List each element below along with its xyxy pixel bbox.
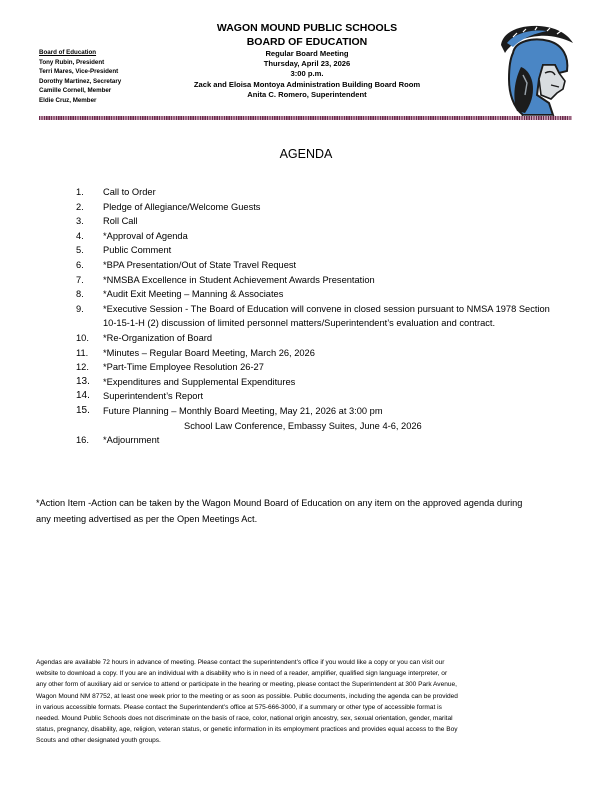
agenda-item-text: *Re-Organization of Board <box>103 332 213 343</box>
agenda-item-text: Call to Order <box>103 187 156 197</box>
board-title: BOARD OF EDUCATION <box>246 35 368 48</box>
school-name: WAGON MOUND PUBLIC SCHOOLS <box>216 22 398 34</box>
agenda-item-text-continued: School Law Conference, Embassy Suites, June 4-6, 2026 <box>184 420 422 431</box>
agenda-item <box>76 229 576 244</box>
agenda-item-text: *Minutes – Regular Board Meeting, March 26, 2026 <box>103 347 315 358</box>
agenda-item <box>76 404 576 433</box>
agenda-item-text: *Part-Time Employee Resolution 26-27 <box>103 362 264 373</box>
action-item-note <box>36 496 581 527</box>
board-member: Camille Cornell, Member <box>39 87 112 95</box>
agenda-item-number: 9. <box>76 303 84 314</box>
agenda-item <box>76 375 576 390</box>
footer-line: Scouts and other designated youth groups. <box>36 737 161 745</box>
footer-line: any other form of auxiliary aid or service to attend or participate in the hearing or meeting, please contact the Superintendent at 300 Park Avenue, <box>36 681 457 689</box>
agenda-item-number: 11. <box>76 347 89 358</box>
agenda-item-number: 13. <box>76 375 90 387</box>
agenda-item <box>76 302 576 331</box>
agenda-item-number: 2. <box>76 201 84 212</box>
agenda-item-number: 8. <box>76 289 84 300</box>
meeting-type: Regular Board Meeting <box>265 49 349 58</box>
agenda-item <box>76 389 576 404</box>
agenda-item-number: 15. <box>76 404 90 416</box>
agenda-item <box>76 200 576 215</box>
agenda-item-text: Public Comment <box>103 245 172 256</box>
board-members-block <box>39 48 121 106</box>
agenda-item-text: *Adjournment <box>103 435 160 446</box>
footer-line: needed. Mound Public Schools does not discriminate on the basis of race, color, national origin ancestry, sex, sexual orientation, gender, marital <box>36 715 453 723</box>
agenda-item <box>76 243 576 258</box>
superintendent-name: Anita C. Romero, Superintendent <box>247 89 367 99</box>
agenda-title: AGENDA <box>279 147 333 161</box>
action-note-line: *Action Item -Action can be taken by the Wagon Mound Board of Education on any item on the approved agenda during <box>36 498 523 508</box>
spartan-helmet-icon <box>493 23 579 119</box>
agenda-item-number: 6. <box>76 259 84 270</box>
footer-line: website to download a copy. If you are an individual with a disability who is in need of a reader, amplifier, qualified sign language interpreter, or <box>36 670 448 678</box>
agenda-item <box>76 331 576 346</box>
agenda-item-number: 10. <box>76 332 89 343</box>
agenda-item <box>76 433 576 448</box>
agenda-item <box>76 287 576 302</box>
board-member: Eldie Cruz, Member <box>39 96 97 104</box>
agenda-item-number: 7. <box>76 274 84 285</box>
agenda-item <box>76 185 576 200</box>
agenda-item-text: Superintendent’s Report <box>103 391 204 402</box>
agenda-list <box>76 185 576 448</box>
footer-line: in various accessible formats. Please contact the Superintendent’s office at 575-666-3000, if a summary or other type of accessible format is <box>36 703 442 711</box>
agenda-item-text-continued: 10-15-1-H (2) discussion of limited personnel matters/Superintendent’s evaluation and contract. <box>103 318 496 329</box>
agenda-item-number: 1. <box>76 187 84 197</box>
agenda-item-text: Roll Call <box>103 216 138 227</box>
header-divider <box>39 116 572 120</box>
document-header <box>150 22 464 100</box>
footer-line: Agendas are available 72 hours in advance of meeting. Please contact the superintendent’s office if you would like a copy or you can visit our <box>36 659 445 666</box>
footer-line: status, pregnancy, disability, age, religion, veteran status, or genetic information in its employment practices and provides equal access to the Boy <box>36 726 458 734</box>
agenda-item-text: *BPA Presentation/Out of State Travel Request <box>103 259 297 270</box>
agenda-item-text: *Approval of Agenda <box>103 230 188 241</box>
accessibility-footer <box>36 657 584 747</box>
board-heading: Board of Education <box>39 49 97 56</box>
meeting-time: 3:00 p.m. <box>290 69 324 79</box>
agenda-item-text: *NMSBA Excellence in Student Achievement Awards Presentation <box>103 274 375 285</box>
agenda-item-number: 16. <box>76 435 89 446</box>
agenda-item-number: 12. <box>76 362 89 373</box>
agenda-item-number: 5. <box>76 245 84 256</box>
agenda-item <box>76 214 576 229</box>
board-member: Terri Mares, Vice-President <box>39 68 119 76</box>
agenda-item-text: Pledge of Allegiance/Welcome Guests <box>103 201 261 212</box>
agenda-item-number: 4. <box>76 230 84 241</box>
agenda-item-text: *Expenditures and Supplemental Expenditures <box>103 376 296 387</box>
agenda-item <box>76 258 576 273</box>
agenda-item-text: Future Planning – Monthly Board Meeting, May 21, 2026 at 3:00 pm <box>103 405 383 416</box>
agenda-item <box>76 360 576 375</box>
action-note-line: any meeting advertised as per the Open Meetings Act. <box>36 513 258 524</box>
agenda-item-text: *Audit Exit Meeting – Manning & Associates <box>103 289 284 300</box>
meeting-date: Thursday, April 23, 2026 <box>263 59 351 69</box>
board-member: Dorothy Martinez, Secretary <box>39 77 122 85</box>
footer-line: Wagon Mound NM 87752, at least one week prior to the meeting or as soon as possible. Public documents, including the agenda can be provided <box>36 692 458 700</box>
agenda-item-number: 14. <box>76 390 90 402</box>
board-member: Tony Rubin, President <box>39 58 105 66</box>
agenda-item <box>76 346 576 361</box>
agenda-item-text: *Executive Session - The Board of Education will convene in closed session pursuant to NMSA 1978 Section <box>103 303 550 314</box>
agenda-item-number: 3. <box>76 216 84 227</box>
meeting-location: Zack and Eloisa Montoya Administration Building Board Room <box>193 79 421 89</box>
agenda-item <box>76 273 576 288</box>
